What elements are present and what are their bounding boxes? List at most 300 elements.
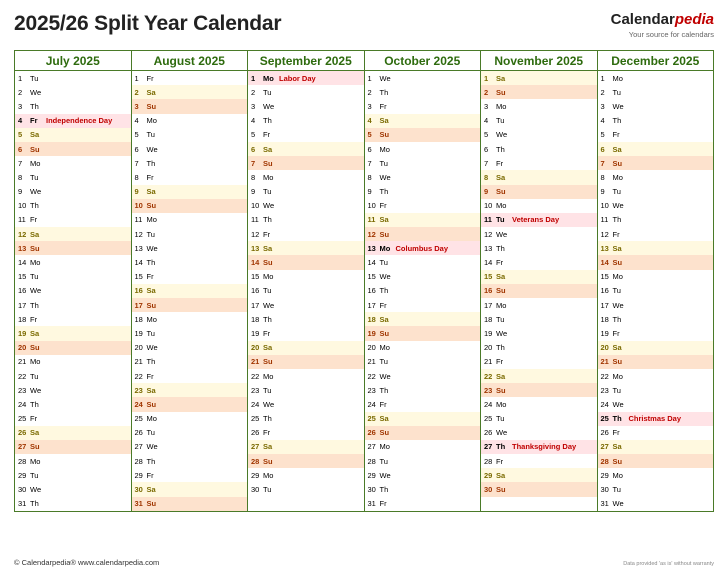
calendar-day-cell bbox=[131, 482, 248, 496]
day-number: 2 bbox=[600, 87, 605, 97]
calendar-day-cell bbox=[597, 454, 714, 468]
day-number: 1 bbox=[251, 73, 256, 83]
day-number: 6 bbox=[484, 144, 489, 154]
day-of-week: We bbox=[496, 328, 508, 338]
day-of-week: Mo bbox=[496, 201, 507, 211]
calendar-day-cell bbox=[248, 199, 365, 213]
day-of-week: Sa bbox=[263, 144, 273, 154]
day-number: 16 bbox=[251, 286, 260, 296]
day-number: 13 bbox=[367, 243, 376, 253]
month-header-row bbox=[15, 51, 714, 71]
day-of-week: Th bbox=[379, 485, 389, 495]
calendar-day-cell bbox=[15, 156, 132, 170]
calendar-day-cell bbox=[15, 298, 132, 312]
day-number: 26 bbox=[600, 428, 609, 438]
day-number: 12 bbox=[134, 229, 143, 239]
day-number: 4 bbox=[367, 116, 372, 126]
calendar-day-cell bbox=[364, 284, 481, 298]
day-number: 23 bbox=[251, 385, 260, 395]
day-of-week: Sa bbox=[496, 272, 506, 282]
day-number: 4 bbox=[134, 116, 139, 126]
day-of-week: Tu bbox=[263, 286, 272, 296]
calendar-day-cell bbox=[597, 114, 714, 128]
day-number: 20 bbox=[18, 343, 27, 353]
day-number: 11 bbox=[251, 215, 259, 225]
calendar-day-cell bbox=[364, 412, 481, 426]
day-number: 25 bbox=[134, 414, 143, 424]
calendar-row bbox=[15, 326, 714, 340]
day-of-week: Sa bbox=[30, 229, 40, 239]
day-of-week: Fr bbox=[30, 116, 38, 126]
day-number: 10 bbox=[484, 201, 493, 211]
day-of-week: Tu bbox=[30, 272, 39, 282]
day-number: 29 bbox=[367, 470, 376, 480]
day-number: 18 bbox=[134, 314, 143, 324]
calendar-day-cell bbox=[481, 397, 598, 411]
calendar-day-cell bbox=[131, 170, 248, 184]
day-of-week: Su bbox=[496, 87, 506, 97]
holiday-label: Independence Day bbox=[46, 116, 113, 126]
calendar-day-cell bbox=[597, 227, 714, 241]
day-of-week: Th bbox=[612, 215, 622, 225]
calendar-day-cell bbox=[481, 71, 598, 86]
calendar-day-cell bbox=[481, 156, 598, 170]
day-of-week: Sa bbox=[496, 73, 506, 83]
day-number: 8 bbox=[600, 172, 605, 182]
day-of-week: Sa bbox=[30, 328, 40, 338]
calendar-row bbox=[15, 284, 714, 298]
day-of-week: Su bbox=[496, 286, 506, 296]
calendar-day-cell bbox=[15, 497, 132, 512]
calendar-day-cell bbox=[364, 326, 481, 340]
day-number: 9 bbox=[18, 187, 23, 197]
disclaimer-text: Data provided 'as is' without warranty bbox=[623, 561, 714, 567]
month-header-july: July 2025 bbox=[15, 51, 132, 71]
calendar-row bbox=[15, 142, 714, 156]
day-of-week: We bbox=[379, 272, 391, 282]
calendar-day-cell bbox=[131, 397, 248, 411]
day-of-week: Su bbox=[30, 343, 40, 353]
day-of-week: We bbox=[30, 187, 42, 197]
day-of-week: Su bbox=[146, 201, 157, 211]
day-of-week: Fr bbox=[496, 258, 504, 268]
day-of-week: Th bbox=[263, 116, 272, 126]
calendar-day-cell bbox=[481, 241, 598, 255]
day-of-week: Su bbox=[263, 158, 273, 168]
day-of-week: We bbox=[612, 499, 624, 509]
calendar-day-cell bbox=[131, 199, 248, 213]
calendar-day-cell bbox=[364, 71, 481, 86]
calendar-day-cell bbox=[481, 341, 598, 355]
day-of-week: Sa bbox=[612, 144, 622, 154]
day-number: 8 bbox=[18, 172, 23, 182]
calendar-day-cell bbox=[15, 355, 132, 369]
calendar-day-cell bbox=[364, 497, 481, 512]
calendar-day-cell bbox=[15, 255, 132, 269]
calendar-day-cell bbox=[481, 468, 598, 482]
day-of-week: Fr bbox=[612, 130, 620, 140]
day-of-week: Tu bbox=[612, 187, 621, 197]
calendar-row bbox=[15, 426, 714, 440]
day-of-week: Fr bbox=[496, 456, 504, 466]
day-number: 22 bbox=[600, 371, 609, 381]
day-of-week: Mo bbox=[379, 243, 391, 253]
calendar-day-cell bbox=[15, 270, 132, 284]
day-of-week: Sa bbox=[30, 130, 40, 140]
calendar-day-cell bbox=[131, 185, 248, 199]
day-of-week: We bbox=[612, 300, 624, 310]
day-of-week: Mo bbox=[30, 357, 41, 367]
day-of-week: We bbox=[146, 144, 158, 154]
day-of-week: Fr bbox=[263, 428, 271, 438]
day-number: 2 bbox=[367, 87, 372, 97]
day-number: 31 bbox=[600, 499, 609, 509]
day-number: 30 bbox=[367, 485, 376, 495]
page-footer bbox=[14, 558, 714, 567]
day-number: 11 bbox=[600, 215, 609, 225]
calendar-day-cell bbox=[597, 255, 714, 269]
day-number: 1 bbox=[18, 73, 23, 83]
day-number: 25 bbox=[367, 414, 376, 424]
day-number: 11 bbox=[18, 215, 26, 225]
day-number: 23 bbox=[367, 385, 376, 395]
calendar-day-cell bbox=[15, 99, 132, 113]
day-of-week: Sa bbox=[612, 343, 622, 353]
holiday-label: Columbus Day bbox=[395, 243, 449, 253]
calendar-row bbox=[15, 99, 714, 113]
day-number: 21 bbox=[600, 357, 609, 367]
calendar-day-cell bbox=[481, 142, 598, 156]
day-of-week: We bbox=[146, 243, 158, 253]
day-number: 24 bbox=[134, 399, 143, 409]
day-of-week: Fr bbox=[496, 158, 504, 168]
day-number: 31 bbox=[134, 499, 143, 509]
day-number: 22 bbox=[251, 371, 260, 381]
calendar-day-cell bbox=[364, 270, 481, 284]
day-of-week: Fr bbox=[379, 399, 387, 409]
calendar-day-cell bbox=[131, 497, 248, 512]
day-of-week: Th bbox=[379, 385, 389, 395]
day-of-week: Sa bbox=[612, 243, 622, 253]
calendar-day-cell bbox=[597, 440, 714, 454]
day-number: 12 bbox=[600, 229, 609, 239]
calendar-day-cell bbox=[364, 383, 481, 397]
day-of-week: Tu bbox=[496, 215, 505, 225]
calendar-day-cell bbox=[248, 440, 365, 454]
day-of-week: Su bbox=[496, 485, 506, 495]
day-of-week: We bbox=[146, 343, 158, 353]
month-header-october: October 2025 bbox=[364, 51, 481, 71]
calendar-day-cell bbox=[15, 383, 132, 397]
day-of-week: Su bbox=[146, 101, 157, 111]
day-number: 17 bbox=[484, 300, 493, 310]
day-of-week: Tu bbox=[263, 187, 272, 197]
calendar-row bbox=[15, 383, 714, 397]
day-number: 1 bbox=[367, 73, 372, 83]
day-number: 16 bbox=[367, 286, 376, 296]
calendar-day-cell bbox=[131, 412, 248, 426]
day-number: 15 bbox=[134, 272, 143, 282]
calendar-day-cell bbox=[597, 128, 714, 142]
day-number: 22 bbox=[484, 371, 493, 381]
day-number: 13 bbox=[134, 243, 143, 253]
day-number: 27 bbox=[367, 442, 376, 452]
calendar-table bbox=[14, 50, 714, 512]
calendar-day-cell bbox=[481, 482, 598, 496]
calendar-day-cell bbox=[15, 482, 132, 496]
calendar-day-cell bbox=[15, 440, 132, 454]
calendar-day-cell bbox=[597, 298, 714, 312]
day-of-week: Sa bbox=[496, 172, 506, 182]
calendar-day-cell bbox=[364, 426, 481, 440]
calendar-day-cell bbox=[248, 270, 365, 284]
day-of-week: Tu bbox=[496, 414, 505, 424]
calendar-day-cell bbox=[15, 397, 132, 411]
day-of-week: Th bbox=[379, 187, 389, 197]
day-number: 6 bbox=[134, 144, 139, 154]
day-number: 14 bbox=[134, 258, 143, 268]
day-number: 27 bbox=[600, 442, 609, 452]
day-number: 5 bbox=[600, 130, 605, 140]
calendar-day-cell bbox=[248, 85, 365, 99]
calendar-day-cell bbox=[248, 326, 365, 340]
day-number: 5 bbox=[18, 130, 23, 140]
day-of-week: Fr bbox=[146, 371, 154, 381]
calendar-day-cell bbox=[481, 255, 598, 269]
day-of-week: Mo bbox=[612, 371, 623, 381]
calendar-empty-cell bbox=[248, 497, 365, 512]
calendar-day-cell bbox=[364, 142, 481, 156]
calendar-row bbox=[15, 298, 714, 312]
calendar-day-cell bbox=[481, 440, 598, 454]
calendar-day-cell bbox=[248, 227, 365, 241]
day-number: 2 bbox=[134, 87, 139, 97]
day-of-week: Mo bbox=[612, 172, 623, 182]
day-of-week: Su bbox=[30, 144, 40, 154]
day-of-week: Su bbox=[263, 357, 273, 367]
calendar-day-cell bbox=[15, 128, 132, 142]
day-number: 15 bbox=[18, 272, 27, 282]
calendar-day-cell bbox=[597, 270, 714, 284]
day-of-week: Th bbox=[612, 116, 622, 126]
day-of-week: Sa bbox=[146, 485, 156, 495]
day-number: 13 bbox=[251, 243, 260, 253]
day-of-week: Tu bbox=[263, 87, 272, 97]
day-of-week: Tu bbox=[30, 73, 39, 83]
day-of-week: Fr bbox=[30, 215, 38, 225]
day-of-week: Th bbox=[146, 158, 156, 168]
calendar-day-cell bbox=[15, 426, 132, 440]
day-number: 2 bbox=[484, 87, 489, 97]
holiday-label: Thanksgiving Day bbox=[512, 442, 577, 452]
day-of-week: Tu bbox=[612, 87, 621, 97]
day-number: 12 bbox=[18, 229, 27, 239]
day-number: 3 bbox=[367, 101, 372, 111]
calendar-day-cell bbox=[131, 341, 248, 355]
day-of-week: Mo bbox=[146, 314, 157, 324]
day-number: 16 bbox=[18, 286, 27, 296]
calendar-day-cell bbox=[248, 241, 365, 255]
day-number: 29 bbox=[484, 470, 493, 480]
day-of-week: Fr bbox=[612, 328, 620, 338]
day-number: 8 bbox=[134, 172, 139, 182]
day-of-week: Mo bbox=[146, 215, 157, 225]
calendar-row bbox=[15, 255, 714, 269]
day-number: 7 bbox=[367, 158, 372, 168]
day-number: 24 bbox=[484, 399, 493, 409]
day-number: 3 bbox=[484, 101, 489, 111]
day-number: 18 bbox=[367, 314, 376, 324]
day-of-week: Su bbox=[379, 328, 390, 338]
day-number: 24 bbox=[251, 399, 260, 409]
calendar-day-cell bbox=[15, 185, 132, 199]
day-number: 1 bbox=[134, 73, 139, 83]
calendar-day-cell bbox=[248, 170, 365, 184]
calendar-row bbox=[15, 440, 714, 454]
calendar-day-cell bbox=[364, 440, 481, 454]
day-number: 31 bbox=[367, 499, 376, 509]
calendar-day-cell bbox=[481, 426, 598, 440]
day-number: 18 bbox=[251, 314, 260, 324]
day-of-week: We bbox=[30, 385, 42, 395]
day-number: 5 bbox=[251, 130, 256, 140]
calendar-day-cell bbox=[131, 312, 248, 326]
day-number: 3 bbox=[18, 101, 23, 111]
day-of-week: Sa bbox=[612, 442, 622, 452]
day-number: 9 bbox=[367, 187, 372, 197]
calendar-day-cell bbox=[15, 312, 132, 326]
calendar-day-cell bbox=[597, 213, 714, 227]
day-number: 13 bbox=[484, 243, 493, 253]
brand-name-part2: pedia bbox=[674, 11, 714, 28]
day-number: 7 bbox=[18, 158, 23, 168]
calendar-day-cell bbox=[364, 454, 481, 468]
calendar-day-cell bbox=[15, 341, 132, 355]
calendar-day-cell bbox=[597, 426, 714, 440]
calendar-day-cell bbox=[131, 326, 248, 340]
calendar-day-cell bbox=[597, 199, 714, 213]
day-number: 24 bbox=[18, 399, 27, 409]
calendar-day-cell bbox=[597, 284, 714, 298]
day-number: 16 bbox=[600, 286, 609, 296]
calendar-day-cell bbox=[131, 156, 248, 170]
day-number: 22 bbox=[367, 371, 376, 381]
calendar-day-cell bbox=[131, 241, 248, 255]
day-number: 3 bbox=[134, 101, 139, 111]
calendar-day-cell bbox=[131, 255, 248, 269]
calendar-day-cell bbox=[364, 298, 481, 312]
calendar-row bbox=[15, 199, 714, 213]
day-of-week: We bbox=[263, 300, 275, 310]
day-of-week: Su bbox=[379, 428, 390, 438]
day-number: 19 bbox=[18, 328, 27, 338]
day-of-week: We bbox=[30, 485, 42, 495]
day-of-week: Th bbox=[379, 286, 389, 296]
calendar-day-cell bbox=[481, 298, 598, 312]
day-of-week: Tu bbox=[263, 485, 272, 495]
day-of-week: Th bbox=[146, 456, 156, 466]
calendar-day-cell bbox=[15, 454, 132, 468]
day-number: 6 bbox=[251, 144, 256, 154]
month-header-november: November 2025 bbox=[481, 51, 598, 71]
day-number: 4 bbox=[600, 116, 605, 126]
day-number: 21 bbox=[134, 357, 143, 367]
day-of-week: Fr bbox=[379, 300, 387, 310]
day-number: 25 bbox=[600, 414, 609, 424]
day-of-week: Tu bbox=[612, 286, 621, 296]
day-number: 6 bbox=[367, 144, 372, 154]
holiday-label: Veterans Day bbox=[512, 215, 560, 225]
day-of-week: Th bbox=[30, 300, 39, 310]
calendar-day-cell bbox=[131, 468, 248, 482]
day-number: 20 bbox=[251, 343, 260, 353]
calendar-day-cell bbox=[364, 482, 481, 496]
day-of-week: Mo bbox=[496, 101, 507, 111]
day-number: 30 bbox=[18, 485, 27, 495]
day-of-week: Tu bbox=[612, 385, 621, 395]
day-of-week: Th bbox=[263, 314, 272, 324]
day-of-week: Tu bbox=[496, 314, 505, 324]
day-number: 9 bbox=[600, 187, 605, 197]
calendar-day-cell bbox=[131, 99, 248, 113]
day-number: 18 bbox=[600, 314, 609, 324]
day-of-week: Tu bbox=[30, 172, 39, 182]
day-number: 10 bbox=[600, 201, 609, 211]
calendar-day-cell bbox=[364, 241, 481, 255]
day-number: 15 bbox=[484, 272, 493, 282]
calendar-day-cell bbox=[131, 71, 248, 86]
day-number: 15 bbox=[251, 272, 260, 282]
calendar-row bbox=[15, 114, 714, 128]
day-of-week: Sa bbox=[263, 243, 273, 253]
day-of-week: Su bbox=[612, 258, 623, 268]
day-number: 19 bbox=[600, 328, 609, 338]
day-of-week: Sa bbox=[263, 442, 273, 452]
day-of-week: Fr bbox=[146, 470, 154, 480]
day-number: 7 bbox=[251, 158, 256, 168]
day-number: 28 bbox=[600, 456, 609, 466]
calendar-day-cell bbox=[131, 440, 248, 454]
day-of-week: Tu bbox=[379, 357, 388, 367]
day-number: 27 bbox=[134, 442, 143, 452]
day-of-week: Sa bbox=[496, 470, 506, 480]
day-number: 30 bbox=[484, 485, 493, 495]
day-of-week: Tu bbox=[379, 456, 388, 466]
day-number: 9 bbox=[134, 187, 139, 197]
day-number: 6 bbox=[600, 144, 605, 154]
day-number: 30 bbox=[251, 485, 260, 495]
month-header-september: September 2025 bbox=[248, 51, 365, 71]
day-number: 19 bbox=[251, 328, 260, 338]
day-number: 14 bbox=[251, 258, 260, 268]
calendar-row bbox=[15, 128, 714, 142]
day-of-week: Tu bbox=[30, 470, 39, 480]
day-of-week: We bbox=[263, 101, 275, 111]
calendar-day-cell bbox=[248, 426, 365, 440]
day-of-week: We bbox=[379, 371, 391, 381]
calendar-day-cell bbox=[597, 355, 714, 369]
day-number: 12 bbox=[367, 229, 376, 239]
calendar-row bbox=[15, 170, 714, 184]
calendar-day-cell bbox=[248, 255, 365, 269]
calendar-day-cell bbox=[597, 341, 714, 355]
calendar-day-cell bbox=[364, 227, 481, 241]
calendar-day-cell bbox=[248, 71, 365, 86]
day-of-week: Mo bbox=[30, 158, 41, 168]
day-of-week: Sa bbox=[496, 371, 506, 381]
calendar-day-cell bbox=[481, 454, 598, 468]
day-number: 8 bbox=[484, 172, 489, 182]
